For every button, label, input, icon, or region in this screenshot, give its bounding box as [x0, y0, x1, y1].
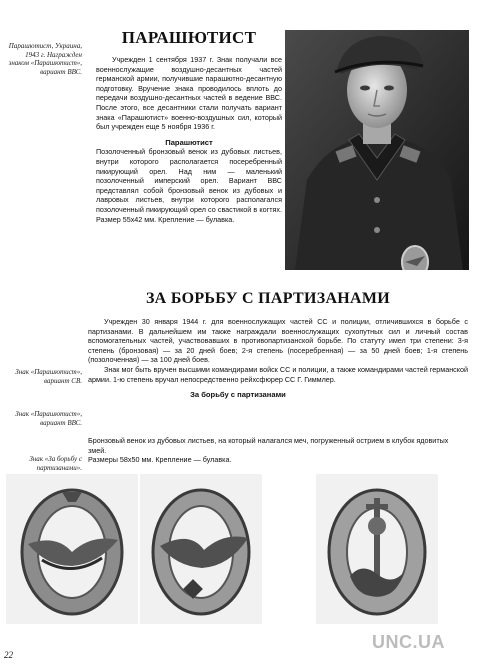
section2-description-block — [88, 436, 468, 465]
section1-text — [96, 55, 282, 224]
badge-image-partisan — [316, 474, 438, 624]
badge-image-vvs — [140, 474, 262, 624]
caption-badge-sv: Знак «Парашютист», вариант СВ. — [15, 368, 82, 385]
caption-badge-partisan: Знак «За борьбу с партизанами». — [29, 455, 82, 472]
page-number: 22 — [4, 650, 13, 660]
section1-paragraph: Учрежден 1 сентября 1937 г. Знак получали все военнослужащие воздушно-десантных частей германской армии, получившие парашютно-десантную подготовку. Вручение знака проводилось вплоть до передачи воздушно-десантных частей в ведение ВВС. После этого, все десантники стали получать вариант знака «Парашютист» военно-воздушных сил, который был учрежден еще 5 ноября 1936 г. — [96, 55, 282, 132]
section2-subhead: За борьбу с партизанами — [190, 390, 286, 400]
section2-size: Размеры 58x50 мм. Крепление — булавка. — [88, 455, 232, 465]
section2-description: Бронзовый венок из дубовых листьев, на который налагался меч, погруженный острием в клубок ядовитых змей. — [88, 436, 449, 455]
section-title-partisans: ЗА БОРЬБУ С ПАРТИЗАНАМИ — [145, 290, 391, 307]
caption-badge-vvs: Знак «Парашютист», вариант ВВС. — [15, 410, 82, 427]
section1-subhead: Парашютист — [165, 137, 213, 147]
badge-image-sv — [6, 474, 138, 624]
photo-caption: Парашютист, Украина, 1943 г. Награжден знаком «Парашютист», вариант ВВС. — [8, 42, 82, 76]
soldier-photo — [285, 30, 469, 270]
section2-paragraph-1: Учрежден 30 января 1944 г. для военнослужащих частей СС и полиции, отличившихся в борьбе с партизанами. В дальнейшем им также награждали военнослужащих сухопутных сил и личный состав вспомогательных частей, участвовавших в противопартизанской борьбе. По статуту имел три степени: 3-я степень (бронзовая) — за 20 дней боев; 2-я степень (посеребренная) — за 50 дней боев; 1-я степень (позолоченная) — за 100 дней боев. — [88, 317, 468, 365]
section2-text — [88, 317, 468, 400]
section1-description: Позолоченный бронзовый венок из дубовых листьев, внутри которого располагается посеребренный пикирующий орел. Над ним — маленький позолоченный имперский орел. Вариант ВВС представлял собой бронзовый венок из дубовых и лавровых листьев, внутри которого располагался позолоченный пикирующий орел со свастикой в когтях. Размер 55x42 мм. Крепление — булавка. — [96, 147, 282, 224]
section2-paragraph-2: Знак мог быть вручен высшими командирами войск СС и полиции, а также командирами частей германской армии. 1-ю степень вручал непосредственно рейхсфюрер СС Г. Гиммлер. — [88, 364, 468, 384]
section-title-parachutist: ПАРАШЮТИСТ — [121, 28, 257, 47]
watermark: UNC.UA — [372, 632, 445, 652]
